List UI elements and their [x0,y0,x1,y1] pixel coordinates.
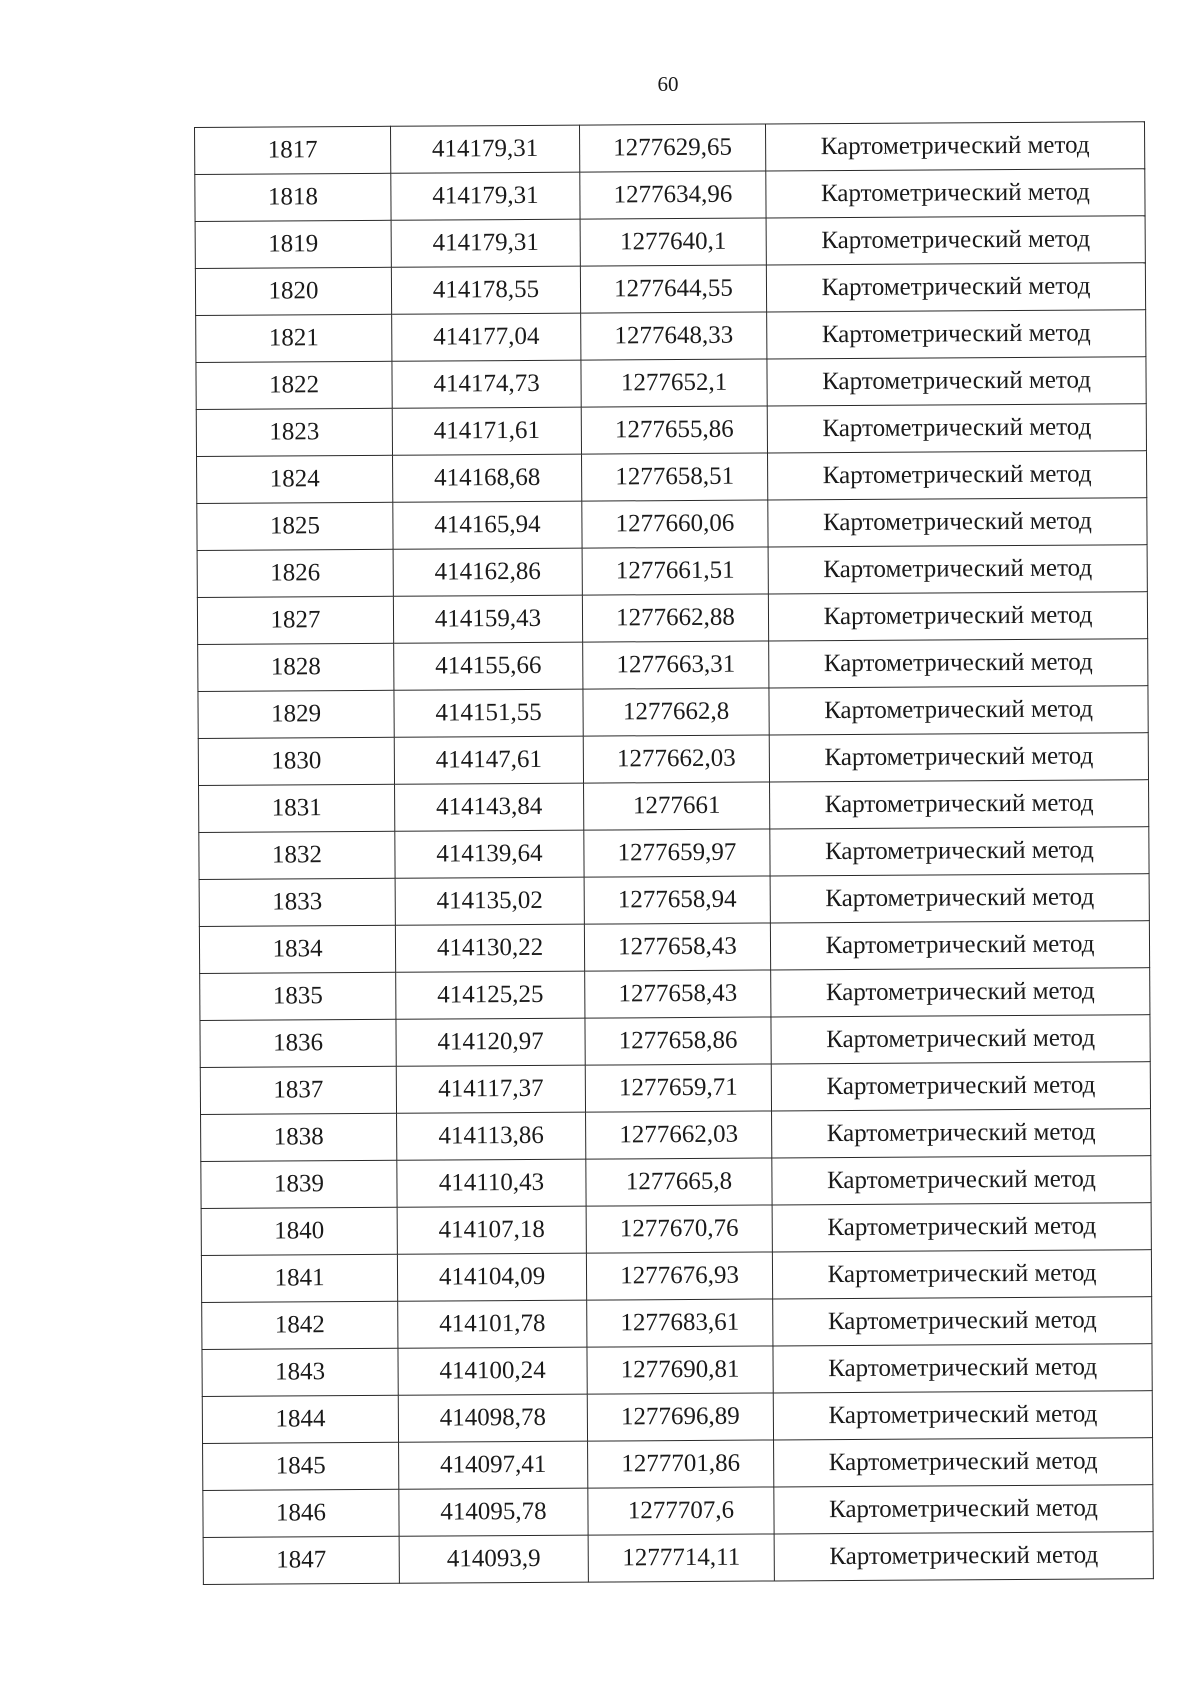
method-cell: Картометрический метод [769,686,1148,735]
y-coordinate-cell: 1277658,51 [582,453,768,501]
y-coordinate-cell: 1277659,97 [584,829,770,877]
x-coordinate-cell: 414104,09 [397,1253,586,1301]
method-cell: Картометрический метод [772,1250,1151,1299]
point-number-cell: 1842 [202,1301,398,1349]
y-coordinate-cell: 1277629,65 [579,124,765,172]
table-row [197,545,1147,598]
point-number-cell: 1847 [203,1536,399,1584]
point-number-cell: 1817 [195,126,391,174]
method-cell: Картометрический метод [769,639,1148,688]
table-row [203,1485,1153,1538]
coordinates-table [194,121,1154,1585]
x-coordinate-cell: 414110,43 [397,1159,586,1207]
method-cell: Картометрический метод [773,1391,1152,1440]
x-coordinate-cell: 414177,04 [392,313,581,361]
table-row [199,780,1149,833]
table-row [195,216,1145,269]
y-coordinate-cell: 1277690,81 [587,1346,773,1394]
x-coordinate-cell: 414135,02 [395,877,584,925]
point-number-cell: 1820 [195,267,391,315]
method-cell: Картометрический метод [772,1203,1151,1252]
y-coordinate-cell: 1277634,96 [580,171,766,219]
x-coordinate-cell: 414101,78 [398,1300,587,1348]
table-row [196,310,1146,363]
point-number-cell: 1845 [203,1442,399,1490]
table-row [195,122,1145,175]
y-coordinate-cell: 1277655,86 [581,406,767,454]
table-row [197,451,1147,504]
method-cell: Картометрический метод [770,780,1149,829]
method-cell: Картометрический метод [767,404,1146,453]
y-coordinate-cell: 1277648,33 [581,312,767,360]
y-coordinate-cell: 1277701,86 [588,1440,774,1488]
method-cell: Картометрический метод [768,545,1147,594]
x-coordinate-cell: 414171,61 [392,407,581,455]
x-coordinate-cell: 414113,86 [397,1112,586,1160]
y-coordinate-cell: 1277640,1 [580,218,766,266]
method-cell: Картометрический метод [770,874,1149,923]
method-cell: Картометрический метод [771,1062,1150,1111]
method-cell: Картометрический метод [774,1438,1153,1487]
x-coordinate-cell: 414143,84 [395,783,584,831]
table-row [202,1297,1152,1350]
point-number-cell: 1841 [201,1254,397,1302]
method-cell: Картометрический метод [772,1109,1151,1158]
table-row [197,498,1147,551]
method-cell: Картометрический метод [771,968,1150,1017]
point-number-cell: 1819 [195,220,391,268]
x-coordinate-cell: 414159,43 [393,595,582,643]
table-row [201,1203,1151,1256]
x-coordinate-cell: 414179,31 [390,125,579,173]
y-coordinate-cell: 1277660,06 [582,500,768,548]
method-cell: Картометрический метод [766,216,1145,265]
method-cell: Картометрический метод [768,592,1147,641]
table-row [196,357,1146,410]
x-coordinate-cell: 414097,41 [399,1441,588,1489]
table-row [198,686,1148,739]
method-cell: Картометрический метод [767,310,1146,359]
y-coordinate-cell: 1277644,55 [580,265,766,313]
y-coordinate-cell: 1277658,43 [585,970,771,1018]
y-coordinate-cell: 1277676,93 [586,1252,772,1300]
table-row [201,1250,1151,1303]
y-coordinate-cell: 1277696,89 [587,1393,773,1441]
x-coordinate-cell: 414162,86 [393,548,582,596]
y-coordinate-cell: 1277662,03 [586,1111,772,1159]
point-number-cell: 1825 [197,502,393,550]
point-number-cell: 1843 [202,1348,398,1396]
table-row [202,1344,1152,1397]
x-coordinate-cell: 414100,24 [398,1347,587,1395]
y-coordinate-cell: 1277662,8 [583,688,769,736]
point-number-cell: 1837 [200,1066,396,1114]
x-coordinate-cell: 414125,25 [396,971,585,1019]
table-row [199,874,1149,927]
method-cell: Картометрический метод [768,451,1147,500]
x-coordinate-cell: 414120,97 [396,1018,585,1066]
table-row [200,1062,1150,1115]
table-row [199,921,1149,974]
y-coordinate-cell: 1277714,11 [588,1534,774,1582]
point-number-cell: 1831 [199,784,395,832]
y-coordinate-cell: 1277658,86 [585,1017,771,1065]
point-number-cell: 1834 [199,925,395,973]
table-row [196,404,1146,457]
x-coordinate-cell: 414174,73 [392,360,581,408]
point-number-cell: 1846 [203,1489,399,1537]
x-coordinate-cell: 414093,9 [399,1535,588,1583]
table-row [195,263,1145,316]
method-cell: Картометрический метод [769,733,1148,782]
point-number-cell: 1844 [202,1395,398,1443]
y-coordinate-cell: 1277683,61 [587,1299,773,1347]
method-cell: Картометрический метод [765,122,1144,171]
point-number-cell: 1827 [197,596,393,644]
y-coordinate-cell: 1277665,8 [586,1158,772,1206]
point-number-cell: 1824 [197,455,393,503]
table-row [203,1438,1153,1491]
method-cell: Картометрический метод [770,827,1149,876]
y-coordinate-cell: 1277661,51 [582,547,768,595]
method-cell: Картометрический метод [770,921,1149,970]
point-number-cell: 1818 [195,173,391,221]
x-coordinate-cell: 414168,68 [393,454,582,502]
point-number-cell: 1826 [197,549,393,597]
y-coordinate-cell: 1277658,43 [584,923,770,971]
table-row [203,1532,1153,1585]
y-coordinate-cell: 1277661 [584,782,770,830]
method-cell: Картометрический метод [768,498,1147,547]
method-cell: Картометрический метод [772,1156,1151,1205]
method-cell: Картометрический метод [774,1485,1153,1534]
x-coordinate-cell: 414130,22 [395,924,584,972]
y-coordinate-cell: 1277662,88 [582,594,768,642]
x-coordinate-cell: 414107,18 [397,1206,586,1254]
coordinates-table-body [195,122,1154,1585]
x-coordinate-cell: 414178,55 [391,266,580,314]
method-cell: Картометрический метод [767,357,1146,406]
point-number-cell: 1835 [200,972,396,1020]
table-row [202,1391,1152,1444]
table-row [201,1156,1151,1209]
table-row [201,1109,1151,1162]
x-coordinate-cell: 414179,31 [391,172,580,220]
method-cell: Картометрический метод [766,263,1145,312]
point-number-cell: 1833 [199,878,395,926]
x-coordinate-cell: 414151,55 [394,689,583,737]
y-coordinate-cell: 1277662,03 [583,735,769,783]
method-cell: Картометрический метод [774,1532,1153,1581]
table-row [197,592,1147,645]
table-row [198,733,1148,786]
method-cell: Картометрический метод [773,1297,1152,1346]
x-coordinate-cell: 414147,61 [394,736,583,784]
point-number-cell: 1840 [201,1207,397,1255]
table-row [200,968,1150,1021]
x-coordinate-cell: 414165,94 [393,501,582,549]
table-row [195,169,1145,222]
method-cell: Картометрический метод [773,1344,1152,1393]
table-row [198,639,1148,692]
point-number-cell: 1838 [201,1113,397,1161]
x-coordinate-cell: 414179,31 [391,219,580,267]
point-number-cell: 1832 [199,831,395,879]
point-number-cell: 1823 [196,408,392,456]
point-number-cell: 1822 [196,361,392,409]
y-coordinate-cell: 1277659,71 [585,1064,771,1112]
point-number-cell: 1821 [196,314,392,362]
table-row [200,1015,1150,1068]
x-coordinate-cell: 414155,66 [394,642,583,690]
x-coordinate-cell: 414095,78 [399,1488,588,1536]
method-cell: Картометрический метод [771,1015,1150,1064]
point-number-cell: 1830 [198,737,394,785]
y-coordinate-cell: 1277652,1 [581,359,767,407]
x-coordinate-cell: 414117,37 [396,1065,585,1113]
page-number: 60 [657,72,679,96]
point-number-cell: 1829 [198,690,394,738]
x-coordinate-cell: 414139,64 [395,830,584,878]
table-row [199,827,1149,880]
point-number-cell: 1828 [198,643,394,691]
y-coordinate-cell: 1277663,31 [583,641,769,689]
x-coordinate-cell: 414098,78 [398,1394,587,1442]
point-number-cell: 1839 [201,1160,397,1208]
point-number-cell: 1836 [200,1019,396,1067]
y-coordinate-cell: 1277658,94 [584,876,770,924]
y-coordinate-cell: 1277670,76 [586,1205,772,1253]
method-cell: Картометрический метод [766,169,1145,218]
y-coordinate-cell: 1277707,6 [588,1487,774,1535]
